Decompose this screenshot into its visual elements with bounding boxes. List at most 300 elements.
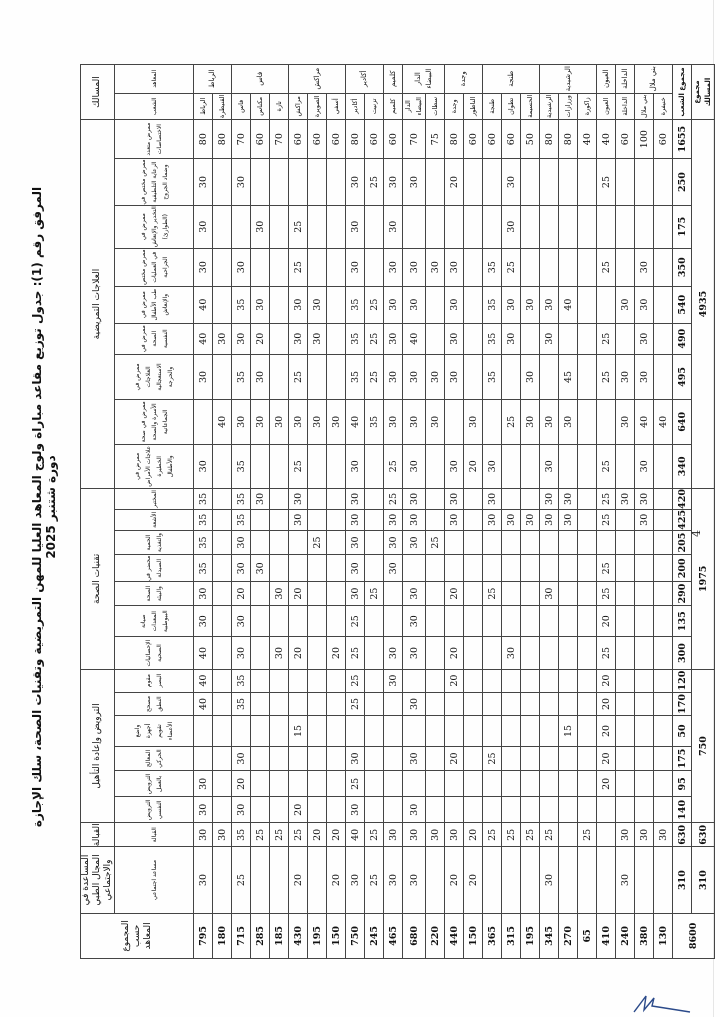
seat-count-cell: 30 [403,509,426,530]
seat-count-cell: 25 [502,823,521,847]
seat-count-cell [365,669,384,692]
seat-count-cell: 25 [384,489,403,510]
seat-count-cell: 25 [365,286,384,323]
seat-count-cell: 30 [403,797,426,823]
seat-count-cell [540,637,559,669]
header-branches: الشعب [115,93,194,120]
header-column: المختبر [115,489,194,510]
seat-count-cell [654,555,673,582]
seat-count-cell [502,746,521,771]
seat-count-cell [464,489,483,510]
seat-count-cell: 30 [232,797,251,823]
seat-count-cell [213,509,232,530]
header-column: الترويض بالعمل [115,771,194,797]
seat-count-cell [365,746,384,771]
seat-count-cell: 80 [445,120,464,159]
seat-count-cell [540,530,559,555]
seat-count-cell: 30 [384,248,403,286]
seat-count-cell: 80 [346,120,365,159]
seat-count-cell: 25 [597,489,616,510]
branch-total-cell: 95 [673,771,692,797]
branch-total-cell: 490 [673,323,692,354]
seat-count-cell: 20 [597,605,616,636]
seat-count-cell: 30 [445,444,464,488]
seat-count-cell: 20 [597,692,616,716]
seat-count-cell: 25 [289,248,308,286]
seat-count-cell [426,605,445,636]
seat-count-cell [365,637,384,669]
seat-count-cell: 60 [327,120,346,159]
seat-count-cell [559,746,578,771]
seat-count-cell [578,669,597,692]
seat-count-cell [597,823,616,847]
seat-count-cell: 30 [232,248,251,286]
branch-total-cell: 350 [673,248,692,286]
seat-count-cell: 20 [464,444,483,488]
seat-count-cell [464,582,483,606]
seat-count-cell: 30 [308,286,327,323]
seat-count-cell: 20 [445,637,464,669]
seat-count-cell [270,847,289,914]
seat-count-cell: 30 [403,444,426,488]
seat-count-cell: 25 [502,400,521,444]
seat-count-cell [616,323,635,354]
seat-count-cell: 25 [597,444,616,488]
seat-count-cell [540,159,559,206]
seat-count-cell: 25 [597,323,616,354]
seat-count-cell: 25 [483,582,502,606]
table-row [578,65,597,959]
seat-count-cell: 30 [502,637,521,669]
seat-count-cell [616,692,635,716]
seat-count-cell: 30 [426,400,445,444]
header-column: ممرض مختص في الرعاية التلطيفية وضماد الجروح [115,159,194,206]
seat-count-cell [445,555,464,582]
seat-count-cell: 40 [654,400,673,444]
row-total-cell: 285 [251,913,270,958]
seat-count-cell: 80 [194,120,213,159]
seat-count-cell: 25 [365,823,384,847]
table-row [232,65,251,959]
seat-count-cell [502,354,521,399]
branch-cell: وجدة [445,93,464,120]
branch-total-cell: 420 [673,489,692,510]
table-row [616,65,635,959]
seat-count-cell: 30 [445,248,464,286]
branch-total-cell: 170 [673,692,692,716]
seat-count-cell: 30 [426,354,445,399]
branch-cell: بني ملال [635,93,654,120]
seat-count-cell [232,205,251,248]
seat-count-cell: 25 [597,354,616,399]
seat-count-cell: 15 [559,716,578,746]
seat-count-cell: 30 [251,354,270,399]
seat-count-cell: 25 [289,444,308,488]
branch-total-cell: 1655 [673,120,692,159]
seat-count-cell: 30 [616,400,635,444]
seat-count-cell [502,530,521,555]
seat-count-cell [578,159,597,206]
seat-count-cell: 30 [403,286,426,323]
seat-count-cell: 40 [194,637,213,669]
seat-count-cell: 25 [578,823,597,847]
seat-count-cell: 35 [483,286,502,323]
seat-count-cell [483,797,502,823]
seat-count-cell [445,797,464,823]
seat-count-cell [654,637,673,669]
seat-count-cell [654,797,673,823]
grand-total-cell: 8600 [673,913,715,958]
seat-count-cell: 30 [308,400,327,444]
branch-cell: تطوان [502,93,521,120]
seat-count-cell: 30 [194,605,213,636]
seat-count-cell [464,354,483,399]
seat-count-cell: 40 [194,286,213,323]
seat-count-cell [464,286,483,323]
seat-count-cell: 25 [483,823,502,847]
seat-count-cell [578,692,597,716]
seat-count-cell: 25 [251,823,270,847]
table-row [194,65,213,959]
seat-count-cell [308,509,327,530]
seat-count-cell [426,509,445,530]
seat-count-cell [597,205,616,248]
seat-count-cell [270,716,289,746]
seat-count-cell [365,530,384,555]
seat-count-cell [327,771,346,797]
seat-count-cell: 25 [597,509,616,530]
seat-count-cell: 25 [365,323,384,354]
seat-count-cell: 75 [426,120,445,159]
seat-count-cell: 20 [289,582,308,606]
seat-count-cell [483,692,502,716]
seat-count-cell [289,669,308,692]
seat-count-cell [540,555,559,582]
seat-count-cell [635,746,654,771]
seat-count-cell: 45 [559,354,578,399]
table-row [502,65,521,959]
seat-count-cell [289,605,308,636]
seat-count-cell: 60 [616,120,635,159]
seat-count-cell: 30 [635,444,654,488]
seat-count-cell [365,716,384,746]
seat-count-cell: 25 [346,771,365,797]
seat-count-cell: 30 [483,444,502,488]
seat-count-cell: 35 [483,248,502,286]
seat-count-cell: 20 [445,582,464,606]
seat-count-cell: 30 [232,400,251,444]
seat-count-cell [327,716,346,746]
seat-count-cell [327,555,346,582]
seat-count-cell [502,669,521,692]
seat-count-cell: 25 [232,847,251,914]
branch-total-cell: 175 [673,746,692,771]
header-total-by-institute: المجموع حسب المعاهد [81,913,194,958]
seat-count-cell: 40 [194,323,213,354]
seat-count-cell [464,716,483,746]
seat-count-cell: 35 [346,286,365,323]
seat-count-cell [654,489,673,510]
seat-count-cell [251,669,270,692]
seat-count-cell [327,530,346,555]
seat-count-cell [365,205,384,248]
seat-count-cell: 30 [384,669,403,692]
branch-total-cell: 135 [673,605,692,636]
document-title: المرفق رقم (1): جدول توزيع مقاعد مباراة ولوج المعاهد العليا للمهن التمريضية وتقنيات الصحة، سلك الإجازة دورة شتنبر 2025 [30,186,58,828]
seat-count-cell: 30 [403,400,426,444]
seat-count-cell: 20 [289,797,308,823]
seat-count-cell [308,555,327,582]
seat-count-cell [365,692,384,716]
seat-count-cell: 30 [502,286,521,323]
seat-count-cell [251,159,270,206]
seat-count-cell [616,555,635,582]
seat-count-cell [213,159,232,206]
seat-count-cell [445,771,464,797]
seat-count-cell [521,444,540,488]
seat-count-cell [213,286,232,323]
seat-count-cell: 30 [540,847,559,914]
seat-count-cell: 30 [327,400,346,444]
seat-count-cell: 100 [635,120,654,159]
institute-cell: طنجة [483,65,540,94]
seat-count-cell: 30 [403,637,426,669]
institute-cell: الرشيدية [540,65,597,94]
seat-count-cell [483,205,502,248]
header-column: الإحصائيات الصحية [115,637,194,669]
seat-count-cell: 30 [346,159,365,206]
seat-count-cell [521,582,540,606]
seat-count-cell: 20 [445,669,464,692]
track-total-cell: 4935 [692,120,715,489]
header-track-group: العلاجات التمريضية [81,120,115,489]
seat-count-cell [327,205,346,248]
seat-count-cell [616,205,635,248]
seat-count-cell [616,771,635,797]
seat-count-cell: 35 [483,354,502,399]
institute-cell: مراكش [289,65,346,94]
seat-count-cell [213,847,232,914]
branch-cell: تازة [270,93,289,120]
seat-count-cell [213,354,232,399]
seat-count-cell: 80 [213,120,232,159]
header-column: ممرض في الصحة النفسية [115,323,194,354]
seat-count-cell: 30 [346,797,365,823]
seat-count-cell [521,847,540,914]
seat-count-cell [521,771,540,797]
branch-cell: الداخلة [616,93,635,120]
seat-count-cell [308,248,327,286]
seat-count-cell: 30 [403,248,426,286]
page-number: 4 [690,530,703,537]
seat-count-cell [616,582,635,606]
seat-count-cell: 40 [346,823,365,847]
seat-count-cell: 30 [616,823,635,847]
seat-count-cell [597,530,616,555]
branch-total-cell: 175 [673,205,692,248]
branch-cell: ورزازات [559,93,578,120]
seat-count-cell: 25 [365,159,384,206]
seat-count-cell [616,637,635,669]
seat-count-cell [521,669,540,692]
seat-count-cell [251,248,270,286]
seat-count-cell [502,716,521,746]
header-column: مصحح النطق [115,692,194,716]
seat-count-cell [346,716,365,746]
header-column: ممرض في العلاجات الاستعجالية والحرجة [115,354,194,399]
row-total-cell: 465 [384,913,403,958]
seat-count-cell [445,530,464,555]
seat-count-cell [327,509,346,530]
seat-count-cell [635,637,654,669]
seat-count-cell: 30 [502,205,521,248]
seat-count-cell [521,159,540,206]
seat-count-cell: 30 [384,205,403,248]
row-total-cell: 130 [654,913,673,958]
seat-count-cell: 80 [559,120,578,159]
seat-count-cell: 30 [483,509,502,530]
seat-count-cell [403,205,426,248]
seat-count-cell: 60 [289,120,308,159]
seat-count-cell [483,771,502,797]
seat-count-cell [483,669,502,692]
seat-count-cell [502,582,521,606]
seat-count-cell [194,716,213,746]
seat-count-cell [213,669,232,692]
seat-count-cell: 35 [232,692,251,716]
seat-count-cell: 30 [540,400,559,444]
seat-count-cell [308,692,327,716]
seat-count-cell: 25 [483,746,502,771]
branch-total-cell: 200 [673,555,692,582]
seat-count-cell [251,444,270,488]
seat-count-cell [445,400,464,444]
seat-count-cell [616,746,635,771]
seat-count-cell [213,582,232,606]
seat-count-cell [635,716,654,746]
branch-total-cell: 310 [673,847,692,914]
seat-count-cell [540,716,559,746]
seat-count-cell [426,489,445,510]
seat-count-cell: 25 [597,582,616,606]
seat-count-cell [540,692,559,716]
seat-count-cell [308,205,327,248]
seat-count-cell: 30 [346,582,365,606]
seat-count-cell: 35 [232,509,251,530]
seat-count-cell: 30 [308,323,327,354]
seat-count-cell [426,716,445,746]
seat-count-cell: 30 [403,847,426,914]
row-total-cell: 240 [616,913,635,958]
seat-count-cell: 30 [194,354,213,399]
seat-count-cell [654,286,673,323]
seat-count-cell [426,637,445,669]
seat-count-cell [426,323,445,354]
seat-count-cell: 20 [445,746,464,771]
seat-count-cell [521,797,540,823]
seat-count-cell [426,771,445,797]
seat-count-cell [251,847,270,914]
branch-cell: أسفي [327,93,346,120]
seat-count-cell: 60 [654,120,673,159]
seat-count-cell [213,530,232,555]
table-row [635,65,654,959]
seat-count-cell: 30 [384,400,403,444]
seat-count-cell [521,489,540,510]
branch-cell: زاكورة [578,93,597,120]
seat-count-cell: 35 [194,489,213,510]
seat-count-cell [426,797,445,823]
seat-count-cell [578,286,597,323]
seat-count-cell [426,555,445,582]
seat-count-cell: 30 [540,582,559,606]
seat-count-cell: 30 [559,400,578,444]
row-total-cell: 680 [403,913,426,958]
seat-count-cell [426,205,445,248]
seat-count-cell [445,692,464,716]
seat-count-cell [635,692,654,716]
seat-count-cell [521,248,540,286]
seat-count-cell: 30 [289,509,308,530]
seat-count-cell: 30 [616,354,635,399]
seat-count-cell: 30 [289,286,308,323]
seat-count-cell [483,159,502,206]
seat-count-cell [635,205,654,248]
header-column: ممرض في علاجات الأمراض الخطيرة والأطفال [115,444,194,488]
seat-count-cell: 35 [232,444,251,488]
branch-cell: أكادير [346,93,365,120]
seat-count-cell: 30 [251,555,270,582]
seat-count-cell: 30 [403,489,426,510]
seat-count-cell [635,555,654,582]
seat-count-cell [654,323,673,354]
seat-count-cell: 20 [445,159,464,206]
header-column: واضع أجهزة تقويم الأعضاء [115,716,194,746]
seat-count-cell: 30 [232,746,251,771]
row-total-cell: 65 [578,913,597,958]
seat-count-cell: 20 [251,323,270,354]
seat-count-cell [403,771,426,797]
seat-count-cell [464,692,483,716]
seat-count-cell: 30 [194,823,213,847]
branch-total-cell: 120 [673,669,692,692]
seat-count-cell [213,797,232,823]
seat-count-cell [270,669,289,692]
seat-count-cell [251,797,270,823]
seat-count-cell [464,669,483,692]
seat-count-cell: 30 [194,205,213,248]
table-row [445,65,464,959]
seat-count-cell: 70 [270,120,289,159]
seat-count-cell: 35 [232,823,251,847]
seat-count-cell: 35 [483,323,502,354]
seat-count-cell [654,530,673,555]
header-column: القبالة [115,823,194,847]
seat-count-cell [559,323,578,354]
seat-count-cell: 25 [346,669,365,692]
seat-count-cell: 25 [426,530,445,555]
seat-count-cell [270,248,289,286]
seat-count-cell [578,637,597,669]
seat-count-cell [483,605,502,636]
seat-count-cell: 35 [194,509,213,530]
row-total-cell: 270 [559,913,578,958]
table-row [540,65,559,959]
seat-count-cell [464,159,483,206]
seat-count-cell [289,159,308,206]
seat-count-cell: 20 [327,847,346,914]
seat-count-cell: 30 [346,248,365,286]
